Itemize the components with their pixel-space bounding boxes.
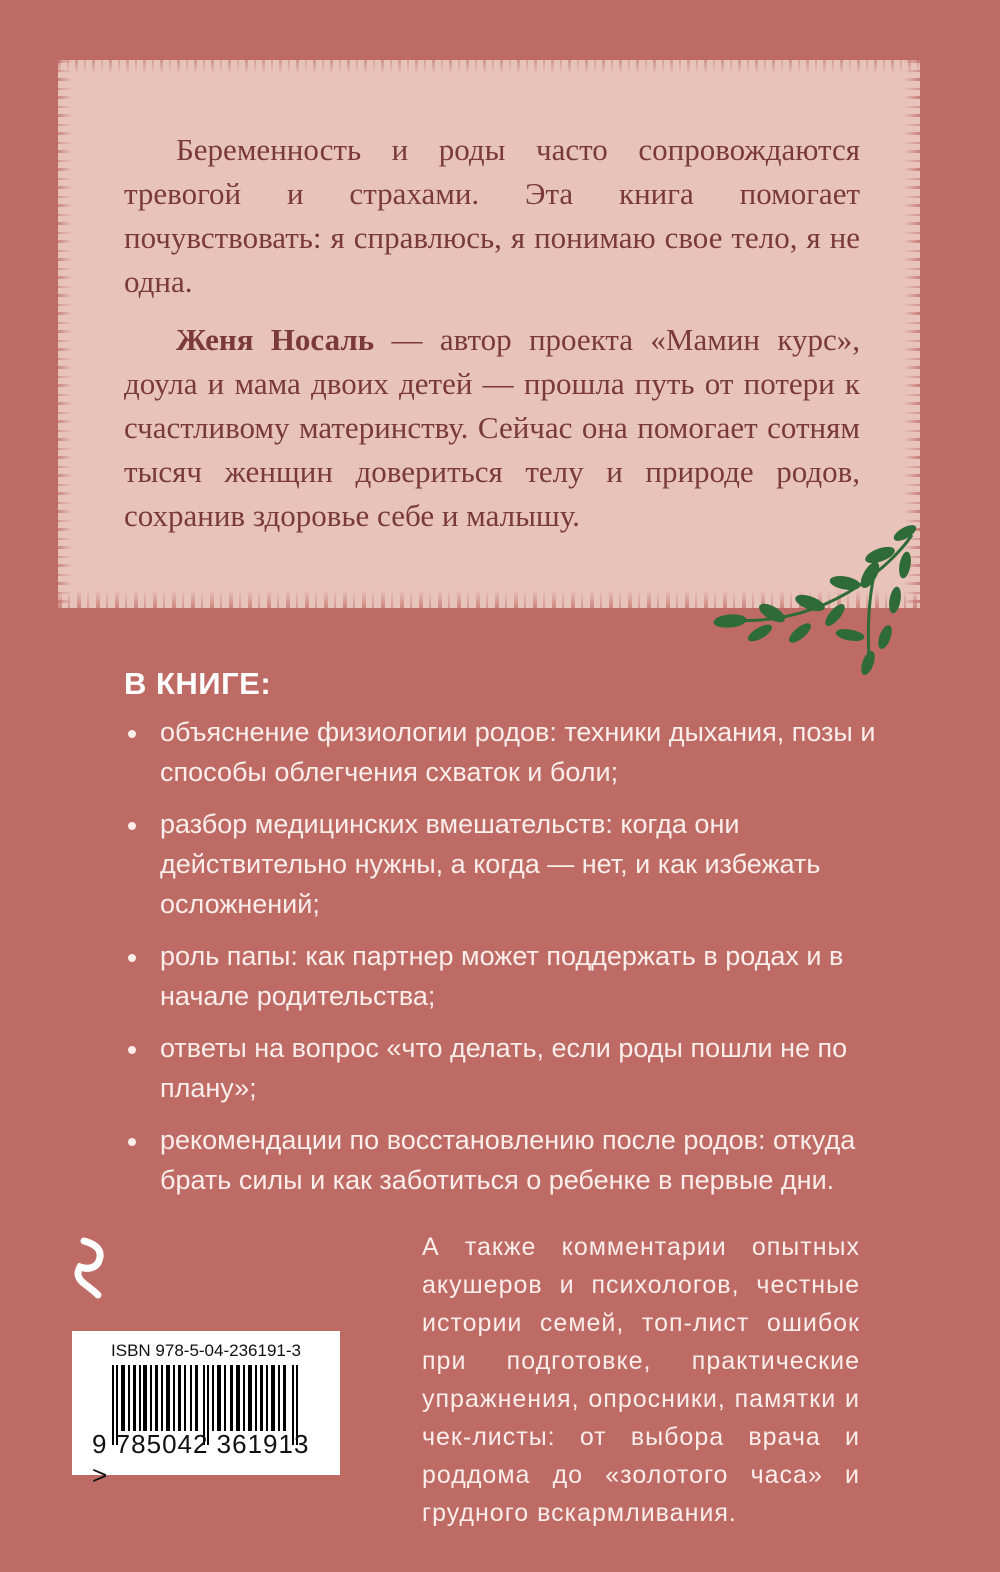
bullet-icon	[128, 954, 136, 962]
also-paragraph: А также комментарии опытных акушеров и психологов, честные истории семей, топ-лист ошибок при подготовке, практические упражнения, опросники, памятки и чек-листы: от выбора врача и роддома до «золотого часа» и грудного вскармливания.	[422, 1233, 860, 1527]
list-item-text: ответы на вопрос «что делать, если роды пошли не по плану»;	[160, 1033, 848, 1103]
list-item	[124, 936, 884, 1016]
list-item-text: разбор медицинских вмешательств: когда они действительно нужны, а когда — нет, и как избежать осложнений;	[160, 809, 821, 919]
box-rough-edge-left	[54, 60, 72, 608]
author-paragraph	[124, 318, 860, 538]
isbn-label: ISBN 978-5-04-236191-3	[111, 1341, 301, 1360]
isbn-barcode-block	[72, 1331, 340, 1490]
publisher-logo-icon	[72, 1237, 112, 1299]
author-bio: — автор проекта «Мамин курс», доула и мама двоих детей — прошла путь от потери к счастливому материнству. Сейчас она помогает сотням тысяч женщин довериться телу и природе родов, сохранив здоровье себе и малышу.	[124, 322, 860, 533]
contents-heading: В КНИГЕ:	[124, 666, 272, 701]
bullet-icon	[128, 730, 136, 738]
list-item	[124, 712, 884, 792]
list-item	[124, 1120, 884, 1200]
bullet-icon	[128, 822, 136, 830]
leaf-sprig-icon	[700, 525, 930, 685]
box-rough-edge-top	[58, 52, 920, 74]
list-item-text: роль папы: как партнер может поддержать в родах и в начале родительства;	[160, 941, 844, 1011]
list-item-text: объяснение физиологии родов: техники дыхания, позы и способы облегчения схваток и боли;	[160, 717, 876, 787]
bullet-icon	[128, 1046, 136, 1054]
list-item-text: рекомендации по восстановлению после родов: откуда брать силы и как заботиться о ребенке в первые дни.	[160, 1125, 856, 1195]
list-item	[124, 804, 884, 924]
isbn-digits: 9 785042 361913 >	[92, 1429, 310, 1490]
bullet-icon	[128, 1138, 136, 1146]
list-item	[124, 1028, 884, 1108]
intro-paragraph: Беременность и роды часто сопровождаются тревогой и страхами. Эта книга помогает почувствовать: я справлюсь, я понимаю свое тело, я не одна.	[124, 132, 860, 299]
author-name: Женя Носаль	[176, 322, 375, 357]
contents-list	[124, 712, 884, 1212]
